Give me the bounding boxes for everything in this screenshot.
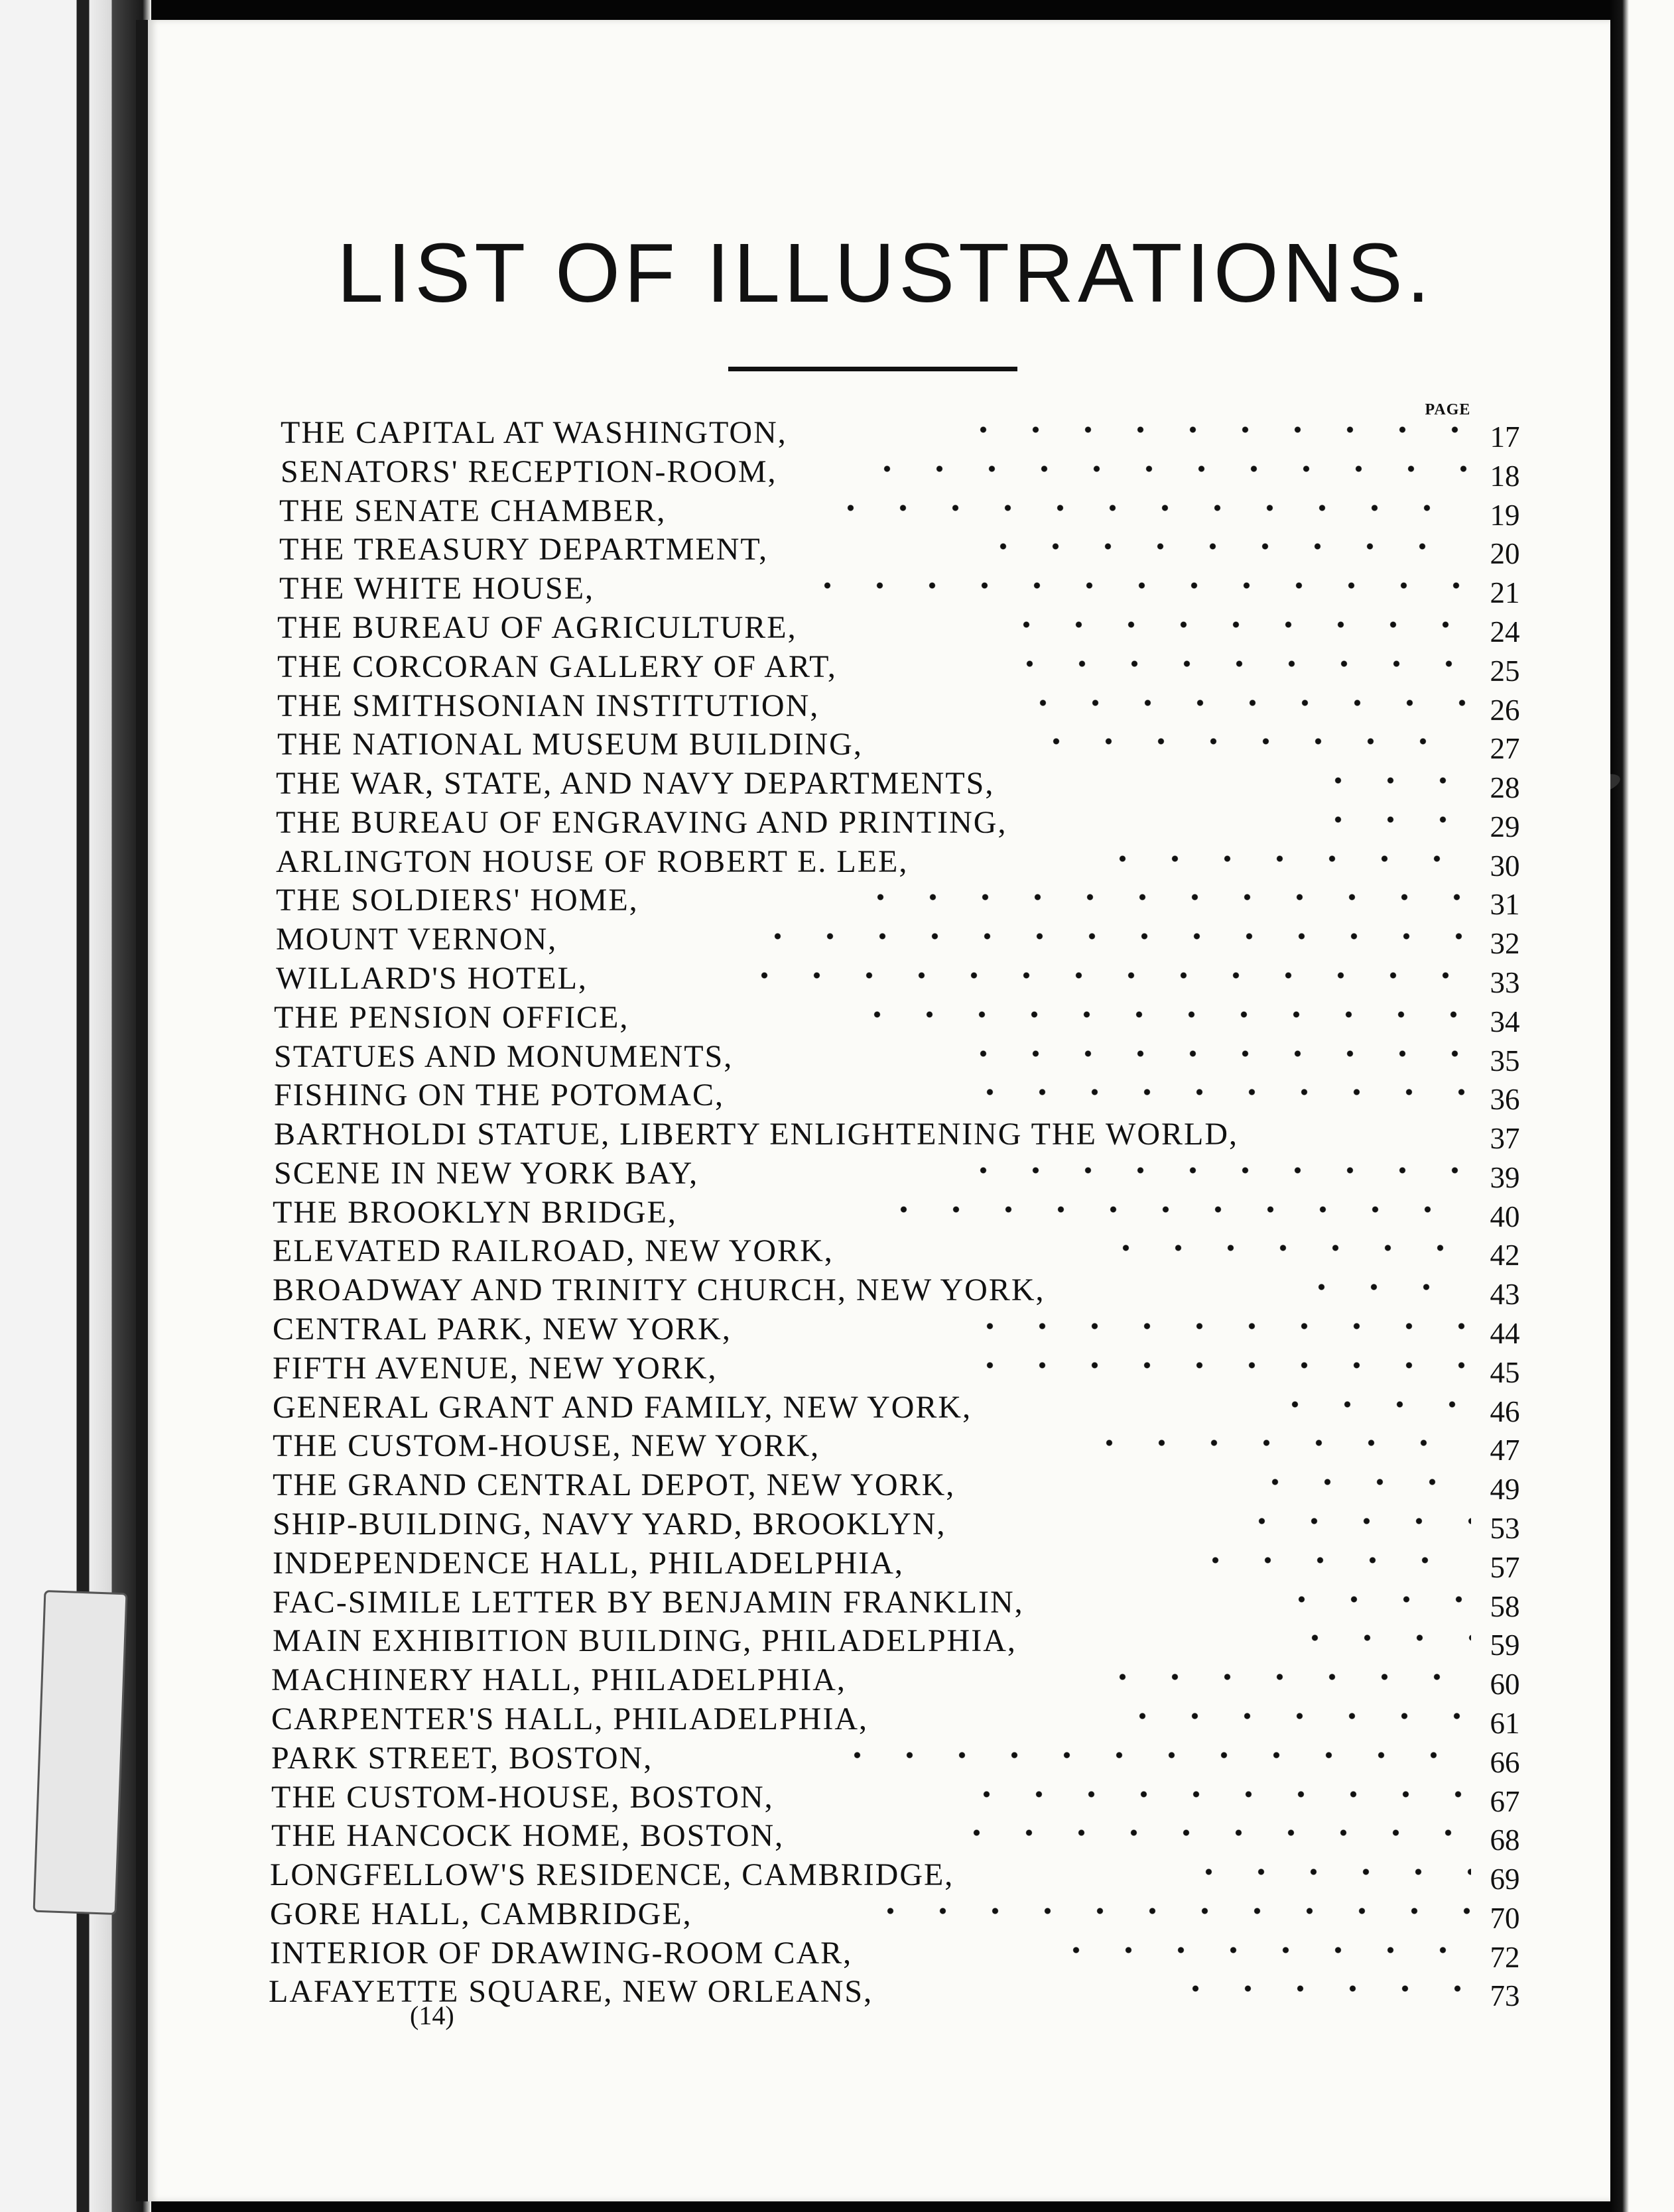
dot-leader [1312,816,1471,823]
list-item [261,1584,1520,1623]
illustration-page: 40 [1490,1200,1520,1233]
dot-leader [824,505,1461,511]
list-item [261,1545,1520,1584]
list-item [261,1077,1520,1116]
illustration-page: 60 [1490,1668,1520,1701]
illustration-title: STATUES AND MONUMENTS, [274,1039,734,1074]
dot-leader [1312,777,1471,784]
dot-leader [1000,621,1464,628]
illustration-page: 68 [1490,1823,1520,1857]
list-item [261,1428,1520,1467]
illustration-page: 36 [1490,1083,1520,1116]
dot-leader [831,1752,1471,1758]
list-item [261,999,1520,1038]
illustration-page: 46 [1490,1395,1520,1428]
illustration-title: THE CORCORAN GALLERY OF ART, [277,649,837,684]
dot-leader [738,972,1471,979]
list-item [261,921,1520,960]
illustration-page: 61 [1490,1707,1520,1740]
illustration-title: GORE HALL, CAMBRIDGE, [270,1896,692,1932]
dot-leader [1289,1634,1471,1641]
illustration-title: LAFAYETTE SQUARE, NEW ORLEANS, [269,1974,873,2009]
list-item [261,414,1520,454]
list-item [261,726,1520,765]
illustration-title: MAIN EXHIBITION BUILDING, PHILADELPHIA, [273,1623,1017,1658]
illustration-title: MACHINERY HALL, PHILADELPHIA, [271,1662,846,1697]
dot-leader [1050,1947,1471,1953]
dot-leader [964,1089,1471,1095]
list-item [261,1350,1520,1389]
illustration-title: ELEVATED RAILROAD, NEW YORK, [273,1233,834,1268]
list-item [261,1467,1520,1506]
illustration-title: FIFTH AVENUE, NEW YORK, [273,1351,718,1386]
illustration-page: 72 [1490,1941,1520,1974]
dot-leader [1100,1245,1471,1251]
dot-leader [1096,1674,1471,1680]
illustration-title: ARLINGTON HOUSE OF ROBERT E. LEE, [276,844,909,879]
illustration-title: CARPENTER'S HALL, PHILADELPHIA, [271,1701,868,1737]
dot-leader [1295,1284,1471,1290]
illustration-title: THE BUREAU OF AGRICULTURE, [277,610,797,645]
illustration-title: FAC-SIMILE LETTER BY BENJAMIN FRANKLIN, [273,1585,1024,1620]
illustration-page: 66 [1490,1746,1520,1779]
illustration-title: THE CUSTOM-HOUSE, NEW YORK, [273,1428,820,1463]
dot-leader [1269,1401,1471,1408]
illustration-page: 32 [1490,927,1520,960]
illustration-page: 47 [1490,1434,1520,1467]
illustration-title: CENTRAL PARK, NEW YORK, [273,1312,732,1347]
dot-leader [957,1167,1471,1174]
illustration-title: GENERAL GRANT AND FAMILY, NEW YORK, [273,1390,972,1425]
illustration-page: 49 [1490,1473,1520,1506]
illustration-page: 34 [1490,1005,1520,1038]
illustrations-list [261,414,1520,2026]
list-item [261,570,1520,609]
illustration-title: THE SMITHSONIAN INSTITUTION, [277,688,820,723]
illustration-title: THE GRAND CENTRAL DEPOT, NEW YORK, [273,1467,956,1503]
adjacent-page-edge [1610,0,1674,2212]
dot-leader [960,1791,1471,1798]
illustration-title: THE CUSTOM-HOUSE, BOSTON, [271,1780,774,1815]
dot-leader [854,894,1471,900]
illustration-title: SHIP-BUILDING, NAVY YARD, BROOKLYN, [273,1506,946,1542]
book-page [136,20,1610,2201]
dot-leader [957,1050,1471,1057]
illustration-title: THE TREASURY DEPARTMENT, [279,532,769,567]
illustration-title: THE BUREAU OF ENGRAVING AND PRINTING, [276,805,1007,840]
dot-leader [1249,1479,1471,1485]
illustration-page: 28 [1490,771,1520,804]
illustration-page: 39 [1490,1161,1520,1194]
page-column-label: PAGE [1425,401,1471,418]
illustration-page: 21 [1490,576,1520,609]
list-item [261,1506,1520,1545]
list-item [261,493,1520,532]
illustration-title: THE NATIONAL MUSEUM BUILDING, [277,727,863,762]
dot-leader [864,1908,1471,1914]
list-item [261,1740,1520,1779]
dot-leader [957,426,1461,433]
list-item [261,1194,1520,1233]
dot-leader [1116,1713,1471,1719]
illustration-title: THE PENSION OFFICE, [274,1000,629,1035]
illustration-page: 17 [1490,420,1520,454]
dot-leader [1096,855,1471,862]
list-item [261,1233,1520,1272]
list-item [261,1779,1520,1818]
list-item [261,1623,1520,1662]
list-item [261,1116,1520,1155]
illustration-title: THE WHITE HOUSE, [279,571,595,606]
illustration-page: 18 [1490,460,1520,493]
illustration-title: FISHING ON THE POTOMAC, [274,1077,724,1113]
illustration-title: THE BROOKLYN BRIDGE, [273,1195,677,1230]
illustration-page: 57 [1490,1551,1520,1584]
illustration-page: 45 [1490,1356,1520,1389]
list-item [261,882,1520,921]
illustration-page: 24 [1490,615,1520,648]
dot-leader [1017,700,1474,706]
list-item [261,804,1520,843]
illustration-title: THE HANCOCK HOME, BOSTON, [271,1818,785,1853]
illustration-page: 44 [1490,1317,1520,1350]
illustration-page: 33 [1490,966,1520,999]
illustration-page: 20 [1490,537,1520,570]
title-rule [728,367,1017,371]
illustration-title: WILLARD'S HOTEL, [276,961,588,996]
illustration-page: 73 [1490,1979,1520,2012]
list-item [261,843,1520,883]
illustration-title: INDEPENDENCE HALL, PHILADELPHIA, [273,1546,904,1581]
list-item [261,1817,1520,1857]
dot-leader [877,1206,1471,1213]
dot-leader [950,1829,1471,1836]
illustration-page: 59 [1490,1628,1520,1662]
illustration-title: THE SOLDIERS' HOME, [276,883,639,918]
dot-leader [1183,1869,1471,1875]
list-item [261,1701,1520,1740]
list-item [261,1038,1520,1077]
list-item [261,765,1520,804]
list-item [261,609,1520,648]
illustration-page: 35 [1490,1044,1520,1077]
illustration-page: 29 [1490,810,1520,843]
illustration-title: SENATORS' RECEPTION-ROOM, [281,454,777,489]
dot-leader [751,933,1471,940]
dot-leader [1030,738,1471,745]
list-item [261,648,1520,688]
illustration-page: 43 [1490,1278,1520,1311]
list-item [261,1896,1520,1935]
dot-leader [1275,1596,1471,1603]
illustration-title: BARTHOLDI STATUE, LIBERTY ENLIGHTENING THE WORLD, [274,1117,1238,1152]
list-item [261,1935,1520,1974]
illustration-page: 42 [1490,1239,1520,1272]
list-item [261,454,1520,493]
dot-leader [964,1323,1471,1329]
dot-leader [1236,1518,1471,1524]
page-title: LIST OF ILLUSTRATIONS. [337,226,1434,320]
illustration-page: 69 [1490,1863,1520,1896]
illustration-page: 58 [1490,1590,1520,1623]
dot-leader [1189,1557,1471,1564]
illustration-page: 31 [1490,888,1520,921]
list-item [261,688,1520,727]
illustration-page: 53 [1490,1512,1520,1545]
list-item [261,1272,1520,1311]
illustration-page: 27 [1490,732,1520,765]
book-binding [0,0,151,2212]
illustration-page: 70 [1490,1902,1520,1935]
illustration-page: 25 [1490,654,1520,688]
illustration-title: LONGFELLOW'S RESIDENCE, CAMBRIDGE, [270,1857,954,1892]
dot-leader [964,1362,1471,1369]
torn-paper-edge [33,1590,128,1915]
illustration-page: 37 [1490,1122,1520,1155]
illustration-page: 30 [1490,849,1520,883]
illustration-title: BROADWAY AND TRINITY CHURCH, NEW YORK, [273,1272,1045,1308]
illustration-title: THE CAPITAL AT WASHINGTON, [281,415,787,450]
dot-leader [861,465,1471,472]
illustration-title: MOUNT VERNON, [276,922,558,957]
illustration-page: 19 [1490,499,1520,532]
dot-leader [977,543,1471,550]
illustration-title: THE WAR, STATE, AND NAVY DEPARTMENTS, [276,766,995,801]
dot-leader [1003,660,1471,667]
dot-leader [1083,1440,1471,1446]
list-item [261,1662,1520,1701]
dot-leader [801,582,1461,589]
list-item [261,1389,1520,1428]
list-item [261,531,1520,570]
dot-leader [1169,1985,1471,1992]
list-item [261,1155,1520,1194]
illustration-page: 26 [1490,694,1520,727]
illustration-title: PARK STREET, BOSTON, [271,1741,653,1776]
illustration-title: SCENE IN NEW YORK BAY, [274,1156,699,1191]
list-item [261,1857,1520,1896]
illustration-title: INTERIOR OF DRAWING-ROOM CAR, [270,1936,853,1971]
list-item [261,960,1520,999]
list-item [261,1311,1520,1350]
illustration-page: 67 [1490,1785,1520,1818]
folio-page-number: (14) [410,2000,454,2030]
illustration-title: THE SENATE CHAMBER, [279,493,667,528]
dot-leader [851,1011,1471,1018]
